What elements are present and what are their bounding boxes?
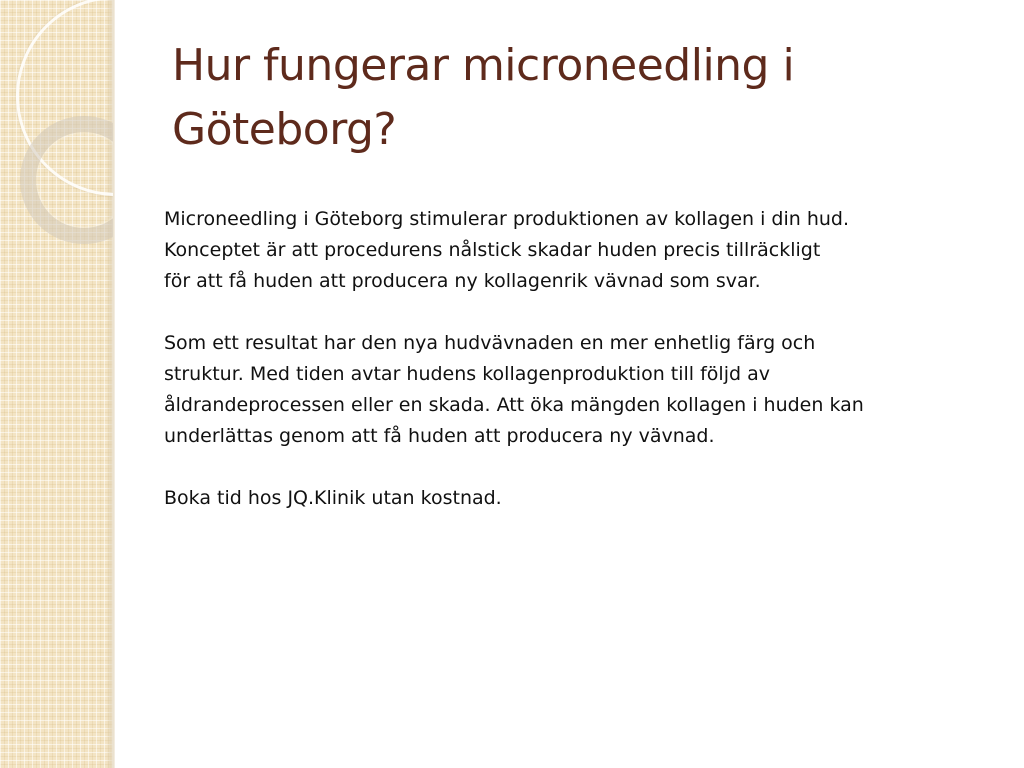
decorative-rings xyxy=(0,0,113,768)
slide-body xyxy=(164,204,964,545)
panel-divider xyxy=(113,0,115,768)
body-paragraph-2: Som ett resultat har den nya hudvävnaden en mer enhetlig färg och struktur. Med tiden avtar hudens kollagenproduktion till följd av åldrandeprocessen eller en skada. Att öka mängden kollagen i huden kan underlättas genom att få huden att producera ny vävnad. xyxy=(164,332,864,447)
body-paragraph-1: Microneedling i Göteborg stimulerar produktionen av kollagen i din hud. Konceptet är att procedurens nålstick skadar huden precis tillräckligt för att få huden att producera ny kollagenrik vävnad som svar. xyxy=(164,208,850,292)
slide-title: Hur fungerar microneedling i Göteborg? xyxy=(172,40,795,155)
body-paragraph-3: Boka tid hos JQ.Klinik utan kostnad. xyxy=(164,487,502,509)
